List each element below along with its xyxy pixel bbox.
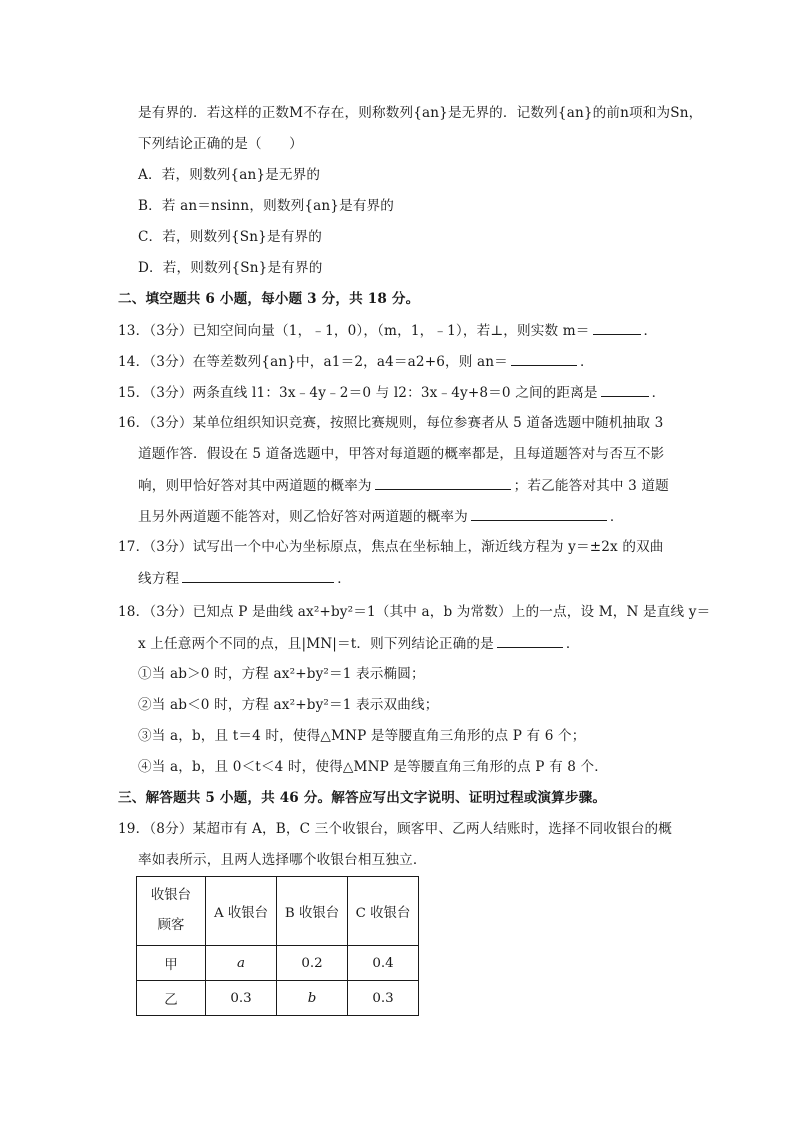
q13-end: ． [643, 323, 658, 339]
table-cell: 0.3 [348, 981, 419, 1016]
q18-line-2-text: x 上任意两个不同的点，且|MN|＝t．则下列结论正确的是 [138, 636, 494, 652]
q15-end: ． [651, 385, 666, 401]
q12-option-b: B．若 an＝nsinn，则数列{an}是有界的 [138, 198, 395, 214]
q16-answer-blank-1[interactable] [375, 475, 511, 490]
q17-end: ． [337, 571, 351, 587]
q15-answer-blank[interactable] [601, 382, 649, 397]
q18-line-2 [138, 633, 580, 654]
q17-line-2-text: 线方程 [138, 571, 180, 587]
q16-line-3-text: 响，则甲恰好答对其中两道题的概率为 [138, 478, 372, 494]
q16-line-4 [138, 506, 624, 527]
q17-line-2 [138, 568, 351, 589]
q16-line-4-end: ． [609, 509, 624, 525]
table-cell: 0.2 [277, 946, 348, 981]
q13 [118, 320, 657, 341]
corner-bottom-label: 顾客 [157, 918, 185, 933]
q17-answer-blank[interactable] [182, 568, 334, 583]
q19-line-1: 19．（8分）某超市有 A，B，C 三个收银台，顾客甲、乙两人结账时，选择不同收银台的概 [118, 821, 672, 837]
q15-text: 15．（3分）两条直线 l1：3x﹣4y﹣2＝0 与 l2：3x﹣4y+8＝0 之间的距离是 [118, 385, 598, 401]
q16-line-1: 16．（3分）某单位组织知识竞赛，按照比赛规则，每位参赛者从 5 道备选题中随机抽取 3 [118, 415, 664, 431]
section-3-heading: 三、解答题共 5 小题，共 46 分。解答应写出文字说明、证明过程或演算步骤。 [118, 790, 607, 806]
q18-answer-blank[interactable] [497, 633, 563, 648]
table-header-cell: A 收银台 [206, 877, 277, 946]
q13-text: 13．（3分）已知空间向量（1，﹣1，0），（m，1，﹣1），若⊥，则实数 m＝ [118, 323, 590, 339]
q14 [118, 351, 594, 372]
table-header-row [137, 877, 419, 946]
table-corner-cell [137, 877, 206, 946]
cell-value: b [307, 990, 317, 1006]
q16-line-3 [138, 475, 669, 496]
q18-line-1: 18．（3分）已知点 P 是曲线 ax²+by²＝1（其中 a，b 为常数）上的一点，设 M，N 是直线 y＝ [118, 604, 711, 620]
q12-line-2: 下列结论正确的是（ ） [138, 136, 303, 152]
q18-statement-3: ③当 a，b，且 t＝4 时，使得△MNP 是等腰直角三角形的点 P 有 6 个； [138, 728, 586, 744]
cell-value: a [237, 955, 245, 971]
q16-line-2: 道题作答．假设在 5 道备选题中，甲答对每道题的概率都是，且每道题答对与否互不影 [138, 446, 665, 462]
table-cell: 0.4 [348, 946, 419, 981]
q16-line-3-rest: ；若乙能答对其中 3 道题 [513, 478, 669, 494]
q12-option-c: C．若，则数列{Sn}是有界的 [138, 229, 322, 245]
corner-top-label: 收银台 [150, 888, 192, 903]
table-header-cell: C 收银台 [348, 877, 419, 946]
table-cell: 0.3 [206, 981, 277, 1016]
q15 [118, 382, 665, 403]
q14-text: 14．（3分）在等差数列{an}中，a1＝2，a4＝a2+6，则 an＝ [118, 354, 508, 370]
q19-probability-table [136, 876, 419, 1016]
q18-statement-2: ②当 ab＜0 时，方程 ax²+by²＝1 表示双曲线； [138, 697, 439, 713]
section-2-heading: 二、填空题共 6 小题，每小题 3 分，共 18 分。 [118, 291, 420, 307]
table-row [137, 981, 419, 1016]
table-row [137, 946, 419, 981]
table-header-cell: B 收银台 [277, 877, 348, 946]
q14-answer-blank[interactable] [511, 351, 577, 366]
row-label: 乙 [137, 981, 206, 1016]
q17-line-1: 17．（3分）试写出一个中心为坐标原点，焦点在坐标轴上，渐近线方程为 y＝±2x 的双曲 [118, 539, 664, 555]
q16-line-4-text: 且另外两道题不能答对，则乙恰好答对两道题的概率为 [138, 509, 468, 525]
q14-end: ． [579, 354, 594, 370]
q18-statement-1: ①当 ab＞0 时，方程 ax²+by²＝1 表示椭圆； [138, 666, 425, 682]
q18-end: ． [565, 636, 580, 652]
q18-statement-4: ④当 a，b，且 0＜t＜4 时，使得△MNP 是等腰直角三角形的点 P 有 8 个． [138, 759, 609, 775]
table-cell [277, 981, 348, 1016]
q16-answer-blank-2[interactable] [471, 506, 607, 521]
q12-line-1: 是有界的．若这样的正数M不存在，则称数列{an}是无界的．记数列{an}的前n项和为Sn， [138, 105, 703, 121]
q12-option-d: D．若，则数列{Sn}是有界的 [138, 260, 323, 276]
table-cell [206, 946, 277, 981]
q13-answer-blank[interactable] [593, 320, 641, 335]
row-label: 甲 [137, 946, 206, 981]
q12-option-a: A．若，则数列{an}是无界的 [138, 167, 321, 183]
q19-line-2: 率如表所示，且两人选择哪个收银台相互独立． [138, 852, 427, 868]
